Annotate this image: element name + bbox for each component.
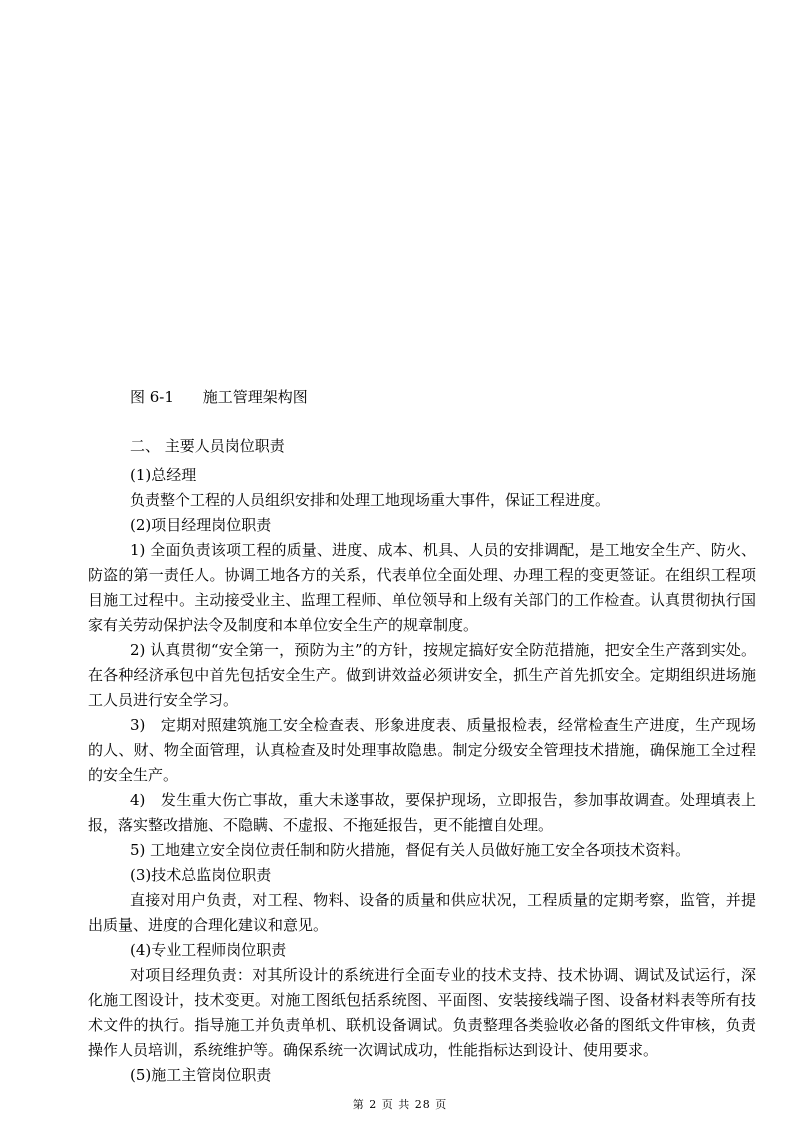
item-title: (5)施工主管岗位职责 [130,1066,272,1084]
item-paragraph: 2) 认真贯彻“安全第一，预防为主”的方针，按规定搞好安全防范措施，把安全生产落到实处。在各种经济承包中首先包括安全生产。做到讲效益必须讲安全，抓生产首先抓安全。定期组织进场施工人员进行安全学习。 [88,641,756,709]
figure-caption [130,386,308,407]
item-paragraph: 1) 全面负责该项工程的质量、进度、成本、机具、人员的安排调配，是工地安全生产、防火、防盗的第一责任人。协调工地各方的关系，代表单位全面处理、办理工程的变更签证。在组织工程项目施工过程中。主动接受业主、监理工程师、单位领导和上级有关部门的工作检查。认真贯彻执行国家有关劳动保护法令及制度和本单位安全生产的规章制度。 [88,541,756,634]
item-paragraph: 负责整个工程的人员组织安排和处理工地现场重大事件，保证工程进度。 [130,491,611,509]
item-paragraph: 3) 定期对照建筑施工安全检查表、形象进度表、质量报检表，经常检查生产进度，生产现场的人、财、物全面管理，认真检查及时处理事故隐患。制定分级安全管理技术措施，确保施工全过程的安全生产。 [88,716,756,784]
figure-placeholder [88,40,748,370]
item-paragraph: 对项目经理负责：对其所设计的系统进行全面专业的技术支持、技术协调、调试及试运行，深化施工图设计，技术变更。对施工图纸包括系统图、平面图、安装接线端子图、设备材料表等所有技术文件的执行。指导施工并负责单机、联机设备调试。负责整理各类验收必备的图纸文件审核，负责操作人员培训，系统维护等。确保系统一次调试成功，性能指标达到设计、使用要求。 [88,966,756,1059]
figure-number: 图 6-1 [130,388,174,406]
item-title: (4)专业工程师岗位职责 [130,941,287,959]
page-footer: 第 2 页 共 28 页 [352,1098,448,1111]
responsibility-list [88,463,756,1088]
item-paragraph: 直接对用户负责，对工程、物料、设备的质量和供应状况，工程质量的定期考察，监管，并提出质量、进度的合理化建议和意见。 [88,891,756,934]
item-title: (1)总经理 [130,466,197,484]
item-title: (3)技术总监岗位职责 [130,866,272,884]
figure-caption-text: 施工管理架构图 [202,388,308,406]
item-paragraph: 5) 工地建立安全岗位责任制和防火措施，督促有关人员做好施工安全各项技术资料。 [130,841,691,859]
item-paragraph: 4) 发生重大伤亡事故，重大未遂事故，要保护现场，立即报告，参加事故调查。处理填表上报，落实整改措施、不隐瞒、不虚报、不拖延报告，更不能擅自处理。 [88,791,756,834]
section-heading: 二、 主要人员岗位职责 [130,437,285,455]
section-content [88,434,756,1088]
item-title: (2)项目经理岗位职责 [130,516,272,534]
